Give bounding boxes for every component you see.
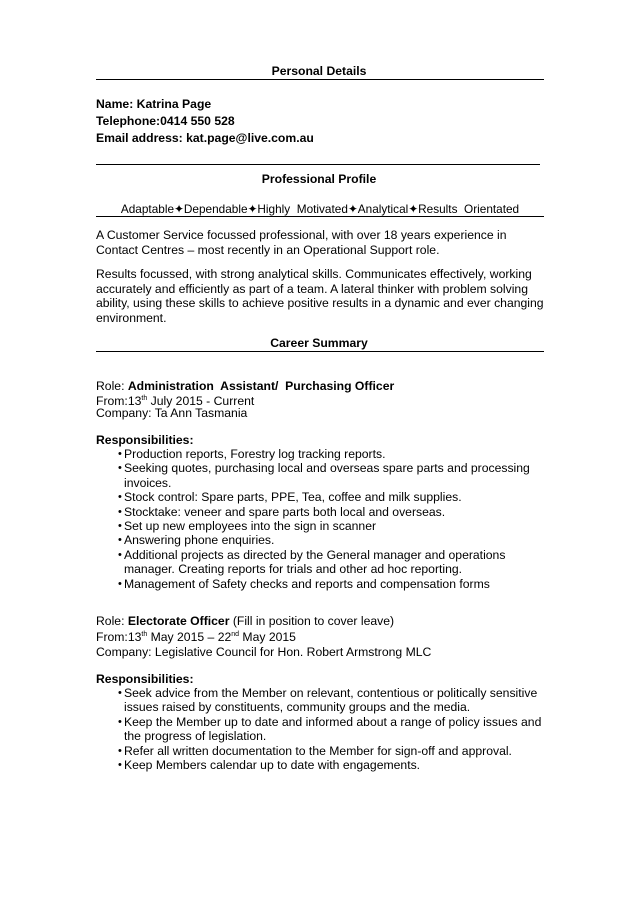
email-label: Email address:: [96, 131, 183, 145]
from-day: 13: [127, 394, 142, 408]
from-rest: May 2015: [239, 630, 296, 644]
bullet-icon: •: [118, 759, 122, 772]
bullet-icon: •: [118, 448, 122, 460]
bullet-icon: •: [118, 548, 122, 561]
section-divider: [96, 216, 544, 217]
from-label: From:: [96, 394, 128, 408]
name-line: [96, 97, 211, 111]
from-day: 13: [127, 630, 142, 644]
telephone-value: 0414 550 528: [160, 114, 235, 128]
bullet-icon: •: [118, 687, 122, 699]
email-line: [96, 131, 314, 145]
job-dates-line: [96, 630, 296, 644]
from-mid: May 2015 – 22: [147, 630, 232, 644]
from-label: From:: [96, 630, 128, 644]
list-item: • Production reports, Forestry log tracking reports.: [118, 447, 386, 461]
list-item: • Management of Safety checks and reports and compensation forms: [118, 576, 490, 591]
bullet-icon: •: [118, 534, 122, 547]
list-item: • Seek advice from the Member on relevant, contentious or politically sensitive issues raised by constituents, community groups and the media.: [118, 686, 538, 715]
list-item: • Stocktake: veneer and spare parts both local and overseas.: [118, 504, 446, 519]
bullet-icon: •: [118, 520, 122, 533]
bullet-icon: •: [118, 491, 122, 504]
email-value: kat.page@live.com.au: [186, 131, 314, 145]
from-day-suffix: th: [141, 394, 148, 402]
responsibilities-label: Responsibilities:: [96, 672, 194, 686]
role-title: Electorate Officer: [127, 614, 230, 628]
responsibilities-label: Responsibilities:: [96, 433, 194, 447]
job-company-line: Company: Ta Ann Tasmania: [96, 406, 248, 420]
section-divider: [96, 164, 540, 165]
bullet-icon: •: [118, 577, 122, 590]
role-title: Administration Assistant/ Purchasing Officer: [127, 379, 395, 393]
list-item: • Keep Members calendar up to date with engagements.: [118, 758, 421, 773]
job-company-line: Company: Legislative Council for Hon. Robert Armstrong MLC: [96, 645, 432, 659]
telephone-line: [96, 114, 235, 128]
career-summary-heading: Career Summary: [270, 336, 368, 350]
from-day-suffix: th: [141, 630, 148, 638]
bullet-icon: •: [118, 715, 122, 728]
role-label: Role:: [96, 614, 125, 628]
list-item: • Stock control: Spare parts, PPE, Tea, coffee and milk supplies.: [118, 490, 462, 505]
list-item: • Seeking quotes, purchasing local and overseas spare parts and processing invoices.: [118, 461, 530, 490]
to-day-suffix: nd: [231, 630, 240, 638]
name-label: Name:: [96, 97, 134, 111]
profile-paragraph-2: Results focussed, with strong analytical skills. Communicates effectively, working accurately and efficiently as part of a team. A lateral thinker with problem solving ability, using these skills to achieve positive results in a dynamic and ever changing environment.: [96, 267, 544, 325]
responsibilities-list: [96, 686, 544, 772]
job-role-line: [96, 614, 394, 628]
list-item: • Keep the Member up to date and informed about a range of policy issues and the progress of legislation.: [118, 714, 542, 744]
role-note: (Fill in position to cover leave): [229, 614, 395, 628]
bullet-icon: •: [118, 744, 122, 757]
name-value: Katrina Page: [136, 97, 212, 111]
personal-details-heading: Personal Details: [271, 64, 367, 78]
telephone-label: Telephone:: [96, 114, 161, 128]
section-divider: [96, 79, 544, 80]
section-divider: [96, 351, 544, 352]
bullet-icon: •: [118, 505, 122, 518]
list-item: • Answering phone enquiries.: [118, 533, 275, 548]
list-item: • Refer all written documentation to the Member for sign-off and approval.: [118, 743, 512, 758]
role-label: Role:: [96, 379, 125, 393]
profile-paragraph-1: A Customer Service focussed professional, with over 18 years experience in Contact Centres – most recently in an Operational Support role.: [96, 228, 507, 257]
job-role-line: [96, 379, 394, 393]
responsibilities-list: [96, 447, 544, 591]
list-item: • Additional projects as directed by the General manager and operations manager. Creating reports for trials and other ad hoc reporting.: [118, 547, 506, 577]
traits-line: Adaptable✦Dependable✦Highly Motivated✦Analytical✦Results Orientated: [120, 202, 520, 216]
list-item: • Set up new employees into the sign in scanner: [118, 519, 377, 534]
professional-profile-heading: Professional Profile: [261, 172, 377, 186]
bullet-icon: •: [118, 462, 122, 475]
from-rest: July 2015 - Current: [147, 394, 255, 408]
